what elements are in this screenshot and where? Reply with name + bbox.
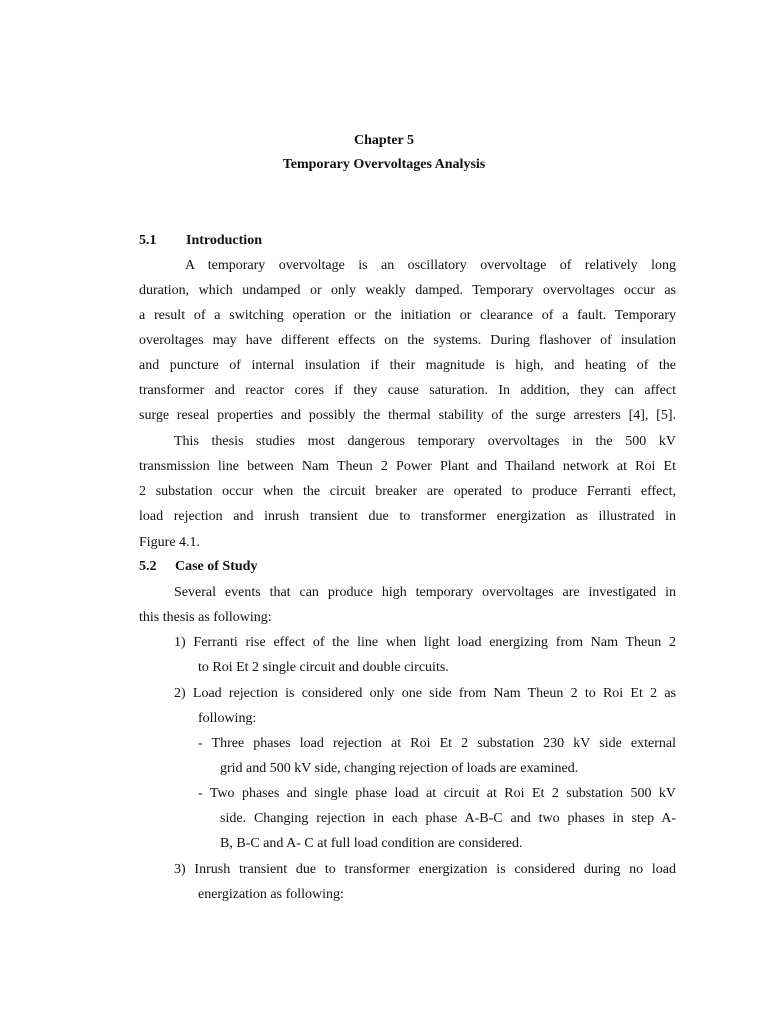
paragraph-line: and puncture of internal insulation if their magnitude is high, and heating of the [139,358,676,373]
sub-list-item-line: - Two phases and single phase load at circuit at Roi Et 2 substation 500 kV [198,786,676,801]
section-number: 5.1 [139,233,157,248]
list-item-line: to Roi Et 2 single circuit and double circuits. [198,660,449,675]
sub-list-item-line: - Three phases load rejection at Roi Et 2 substation 230 kV side external [198,736,676,751]
paragraph-line: Several events that can produce high temporary overvoltages are investigated in [174,585,676,600]
section-number: 5.2 [139,559,157,574]
paragraph-line: transformer and reactor cores if they cause saturation. In addition, they can affect [139,383,676,398]
paragraph-line: Figure 4.1. [139,535,201,550]
paragraph-line: load rejection and inrush transient due to transformer energization as illustrated in [139,509,676,524]
section-heading-introduction [139,233,262,249]
paragraph-line: duration, which undamped or only weakly damped. Temporary overvoltages occur as [139,283,676,298]
list-item-line: 2) Load rejection is considered only one side from Nam Theun 2 to Roi Et 2 as [174,686,676,701]
section-title: Case of Study [175,559,258,574]
paragraph-line: transmission line between Nam Theun 2 Power Plant and Thailand network at Roi Et [139,459,676,474]
list-item-line: 3) Inrush transient due to transformer energization is considered during no load [174,862,676,877]
paragraph-line: overoltages may have different effects on the systems. During flashover of insulation [139,333,676,348]
chapter-title: Temporary Overvoltages Analysis [282,157,486,172]
sub-list-item-line: side. Changing rejection in each phase A-B-C and two phases in step A- [220,811,676,826]
section-heading-case-of-study [139,559,257,575]
paragraph-line: This thesis studies most dangerous temporary overvoltages in the 500 kV [174,434,676,449]
list-item-line: energization as following: [198,887,344,902]
paragraph-line: a result of a switching operation or the initiation or clearance of a fault. Temporary [139,308,676,323]
paragraph-line: this thesis as following: [139,610,272,625]
sub-list-item-line: grid and 500 kV side, changing rejection of loads are examined. [220,761,579,776]
sub-list-item-line: B, B-C and A- C at full load condition are considered. [220,836,523,851]
paragraph-line: 2 substation occur when the circuit breaker are operated to produce Ferranti effect, [139,484,676,499]
paragraph-line: A temporary overvoltage is an oscillatory overvoltage of relatively long [185,258,676,273]
paragraph-line: surge reseal properties and possibly the thermal stability of the surge arresters [4], [5]. [139,408,676,423]
list-item-line: 1) Ferranti rise effect of the line when light load energizing from Nam Theun 2 [174,635,676,650]
section-title: Introduction [186,233,262,248]
list-item-line: following: [198,711,257,726]
chapter-label: Chapter 5 [353,133,415,148]
